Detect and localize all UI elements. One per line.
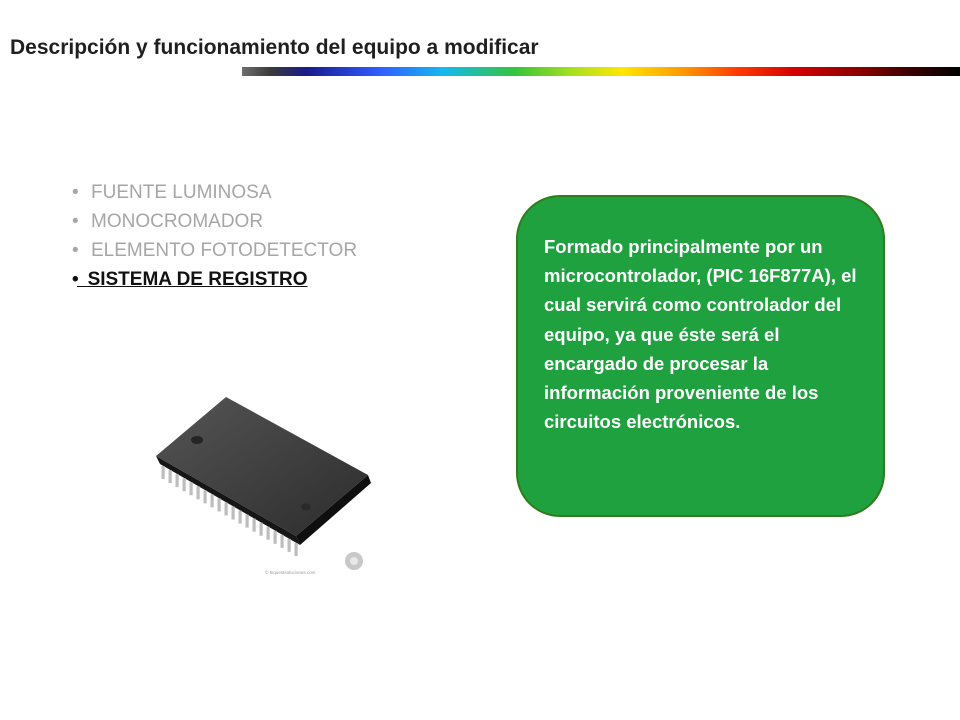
chip-pin bbox=[190, 482, 193, 495]
chip-pin bbox=[281, 535, 284, 548]
chip-illustration bbox=[148, 380, 378, 590]
chip-pin bbox=[183, 478, 186, 491]
bullet-list bbox=[72, 178, 357, 294]
bullet-dot-icon: • bbox=[72, 182, 79, 203]
bullet-item-active bbox=[72, 265, 357, 294]
chip-pin bbox=[169, 470, 172, 483]
bullet-dot-icon: • bbox=[72, 269, 79, 290]
chip-pin bbox=[239, 511, 242, 524]
chip-pin bbox=[218, 498, 221, 511]
chip-pin bbox=[211, 494, 214, 507]
description-callout bbox=[516, 195, 885, 517]
chip-pin bbox=[176, 474, 179, 487]
watermark-text: © Inquestsoluciones.com bbox=[265, 570, 316, 575]
chip-pin bbox=[232, 507, 235, 520]
bullet-label: MONOCROMADOR bbox=[91, 211, 264, 232]
chip-pin bbox=[267, 527, 270, 540]
bullet-item bbox=[72, 236, 357, 265]
spectrum-divider bbox=[242, 67, 960, 76]
bullet-item bbox=[72, 178, 357, 207]
chip-pin bbox=[246, 515, 249, 528]
bullet-dot-icon: • bbox=[72, 211, 79, 232]
callout-text: Formado principalmente por un microcontrolador, (PIC 16F877A), el cual servirá como controlador del equipo, ya que éste será el encargado de procesar la información proveniente de los circuitos electrónicos. bbox=[544, 236, 857, 433]
chip-pin bbox=[295, 543, 298, 556]
bullet-label: SISTEMA DE REGISTRO bbox=[87, 269, 308, 290]
bullet-dot-icon: • bbox=[72, 240, 79, 261]
chip-pin bbox=[253, 519, 256, 532]
bullet-label: FUENTE LUMINOSA bbox=[91, 182, 272, 203]
chip-pin bbox=[204, 490, 207, 503]
chip-pin bbox=[197, 486, 200, 499]
chip-pin bbox=[225, 502, 228, 515]
chip-pin bbox=[274, 531, 277, 544]
chip-pin bbox=[162, 466, 165, 479]
chip-pin bbox=[288, 539, 291, 552]
chip-pin bbox=[260, 523, 263, 536]
microcontroller-chip-photo bbox=[148, 380, 378, 590]
bullet-item bbox=[72, 207, 357, 236]
slide-title: Descripción y funcionamiento del equipo a modificar bbox=[10, 36, 539, 59]
bullet-label: ELEMENTO FOTODETECTOR bbox=[91, 240, 358, 261]
